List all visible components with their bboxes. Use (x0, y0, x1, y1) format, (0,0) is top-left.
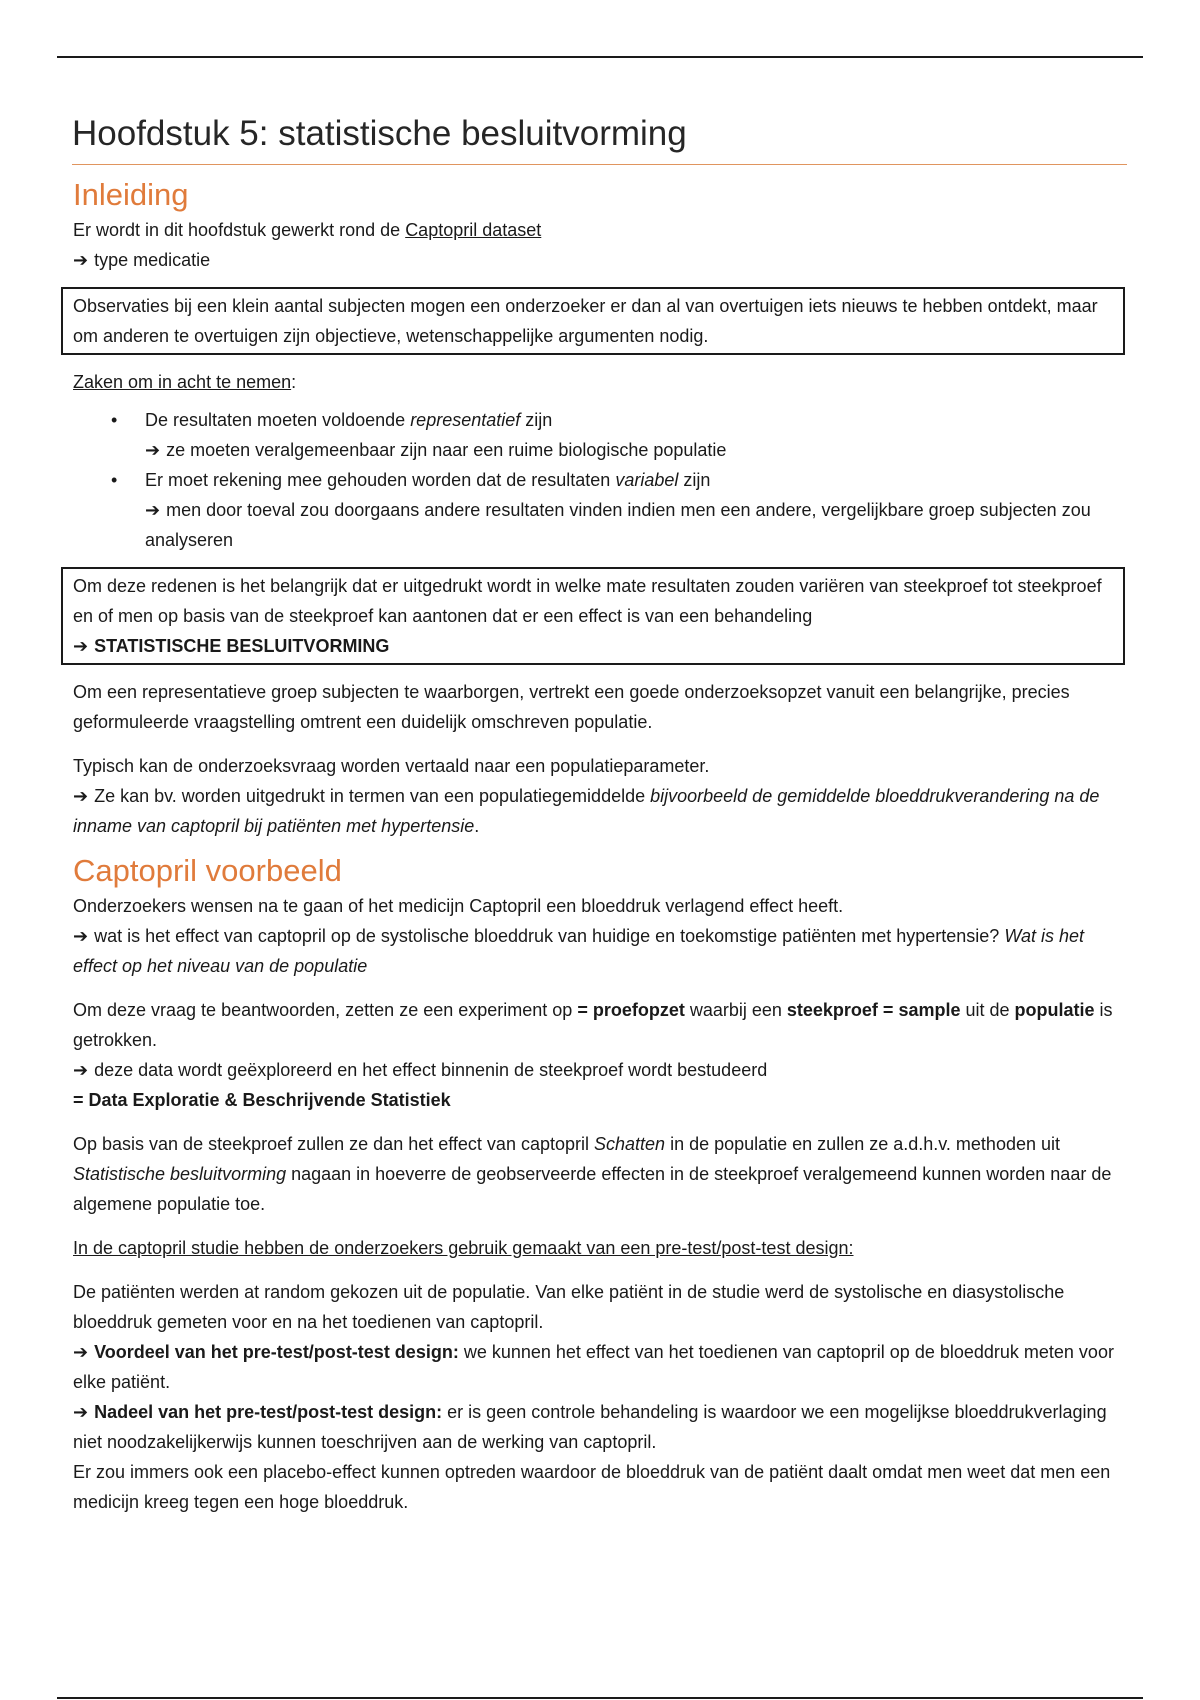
zaken-colon: : (291, 372, 297, 392)
bullet-icon: • (111, 470, 118, 490)
p2-c: waarbij een (684, 1000, 787, 1020)
p3-e: nagaan in hoeverre de geobserveerde effecten in de steekproef veralgemeend kunnen worden naar de algemene populatie toe. (73, 1164, 1112, 1214)
p2-result-text: = Data Exploratie & Beschrijvende Statistiek (73, 1090, 451, 1110)
bullet2-pre: Er moet rekening mee gehouden worden dat de resultaten (145, 470, 616, 490)
intro-text: Er wordt in dit hoofdstuk gewerkt rond de (73, 220, 406, 240)
para2-arrow-pre: Ze kan bv. worden uitgedrukt in termen van een populatiegemiddelde (94, 786, 651, 806)
p2-a: Om deze vraag te beantwoorden, zetten ze een experiment op (73, 1000, 578, 1020)
p2-f: populatie (1014, 1000, 1095, 1020)
page-bottom-rule (57, 1697, 1143, 1699)
bullet2-arrow-text: men door toeval zou doorgaans andere resultaten vinden indien men een andere, vergelijkbare groep subjecten zou analyseren (145, 500, 1091, 550)
box2-text: Om deze redenen is het belangrijk dat er uitgedrukt wordt in welke mate resultaten zouden variëren van steekproef tot steekproef en of men op basis van de steekproef kan aantonen dat er een effect is van een behandeling (73, 576, 1102, 626)
para-populatieparameter-arrow (73, 781, 1133, 841)
bullet1-pre: De resultaten moeten voldoende (145, 410, 411, 430)
heading-inleiding: Inleiding (73, 177, 189, 212)
captopril-p1-arrow (73, 921, 1133, 981)
captopril-p5: Er zou immers ook een placebo-effect kunnen optreden waardoor de bloeddruk van de patiënt daalt omdat men weet dat men een medicijn kreeg tegen een hoge bloeddruk. (73, 1462, 1111, 1512)
arrow-icon: ➔ (73, 1060, 89, 1080)
captopril-p1: Onderzoekers wensen na te gaan of het medicijn Captopril een bloeddruk verlagend effect heeft. (73, 896, 844, 916)
p3-b: Schatten (594, 1134, 666, 1154)
bullet1-post: zijn (520, 410, 553, 430)
bullet2-em: variabel (615, 470, 679, 490)
list-item (111, 465, 1133, 555)
p2-e: uit de (960, 1000, 1015, 1020)
arrow-icon: ➔ (73, 1342, 89, 1362)
p3-c: in de populatie en zullen ze a.d.h.v. methoden uit (665, 1134, 1060, 1154)
para-representatief: Om een representatieve groep subjecten te waarborgen, vertrekt een goede onderzoeksopzet vanuit een belangrijke, precies geformuleerde vraagstelling omtrent een duidelijk omschreven populatie. (73, 682, 1070, 732)
arrow-icon: ➔ (73, 250, 89, 270)
zaken-list (73, 405, 1133, 555)
arrow-icon: ➔ (145, 500, 161, 520)
captopril-p4: De patiënten werden at random gekozen uit de populatie. Van elke patiënt in de studie werd de systolische en diasystolische bloeddruk gemeten voor en na het toedienen van captopril. (73, 1282, 1065, 1332)
voordeel-label: Voordeel van het pre-test/post-test design: (94, 1342, 459, 1362)
nadeel-text: er is geen controle behandeling is waardoor we een mogelijkse bloeddrukverlaging niet noodzakelijkerwijs kunnen toeschrijven aan de werking van captopril. (73, 1402, 1107, 1452)
p1-arrow-pre: wat is het effect van captopril op de systolische bloeddruk van huidige en toekomstige patiënten met hypertensie? (94, 926, 1005, 946)
arrow-icon: ➔ (73, 1402, 89, 1422)
p2-b: = proefopzet (577, 1000, 685, 1020)
heading-captopril-voorbeeld: Captopril voorbeeld (73, 853, 342, 888)
box1-text: Observaties bij een klein aantal subjecten mogen een onderzoeker er dan al van overtuigen iets nieuws te hebben ontdekt, maar om anderen te overtuigen zijn objectieve, wetenschappelijke argumenten nodig. (73, 296, 1098, 346)
intro-arrow-line (73, 245, 1133, 275)
intro-arrow-text: type medicatie (94, 250, 211, 270)
p2-g: is getrokken. (73, 1000, 1113, 1050)
box2-arrow-text: STATISTISCHE BESLUITVORMING (94, 636, 390, 656)
page-content (73, 108, 1133, 1517)
voordeel-text: we kunnen het effect van het toedienen van captopril op de bloeddruk meten voor elke patiënt. (73, 1342, 1114, 1392)
p1-arrow-em: Wat is het effect op het niveau van de populatie (73, 926, 1085, 976)
p3-d: Statistische besluitvorming (73, 1164, 287, 1184)
p3-a: Op basis van de steekproef zullen ze dan het effect van captopril (73, 1134, 594, 1154)
info-box-observaties (61, 287, 1125, 355)
page-title: Hoofdstuk 5: statistische besluitvorming (72, 108, 1127, 165)
bullet1-arrow-line (145, 435, 1133, 465)
arrow-icon: ➔ (73, 786, 89, 806)
voordeel-line (73, 1337, 1133, 1397)
zaken-label: Zaken om in acht te nemen (73, 372, 292, 392)
design-label: In de captopril studie hebben de onderzoekers gebruik gemaakt van een pre-test/post-test design: (73, 1238, 854, 1258)
nadeel-label: Nadeel van het pre-test/post-test design: (94, 1402, 443, 1422)
captopril-p3 (73, 1129, 1133, 1219)
bullet2-post: zijn (678, 470, 711, 490)
arrow-icon: ➔ (73, 926, 89, 946)
para2-arrow-post: . (474, 816, 480, 836)
bullet1-em: representatief (410, 410, 521, 430)
p2-arrow-text: deze data wordt geëxploreerd en het effect binnenin de steekproef wordt bestudeerd (94, 1060, 768, 1080)
arrow-icon: ➔ (145, 440, 161, 460)
intro-line (73, 215, 1133, 245)
zaken-line (73, 367, 1133, 397)
p2-d: steekproef = sample (786, 1000, 961, 1020)
captopril-dataset-link[interactable]: Captopril dataset (405, 220, 542, 240)
info-box-redenen (61, 567, 1125, 665)
para2-arrow-em: bijvoorbeeld de gemiddelde bloeddrukverandering na de inname van captopril bij patiënten met hypertensie (73, 786, 1100, 836)
box2-arrow-line (73, 631, 1113, 661)
bullet1-arrow-text: ze moeten veralgemeenbaar zijn naar een ruime biologische populatie (166, 440, 727, 460)
nadeel-line (73, 1397, 1133, 1457)
captopril-p2-result (73, 1085, 1133, 1115)
captopril-p2 (73, 995, 1133, 1055)
page-top-rule (57, 56, 1143, 58)
bullet-icon: • (111, 410, 118, 430)
list-item (111, 405, 1133, 465)
para-populatieparameter: Typisch kan de onderzoeksvraag worden vertaald naar een populatieparameter. (73, 756, 710, 776)
bullet2-arrow-line (145, 495, 1133, 555)
captopril-p2-arrow (73, 1055, 1133, 1085)
arrow-icon: ➔ (73, 636, 89, 656)
